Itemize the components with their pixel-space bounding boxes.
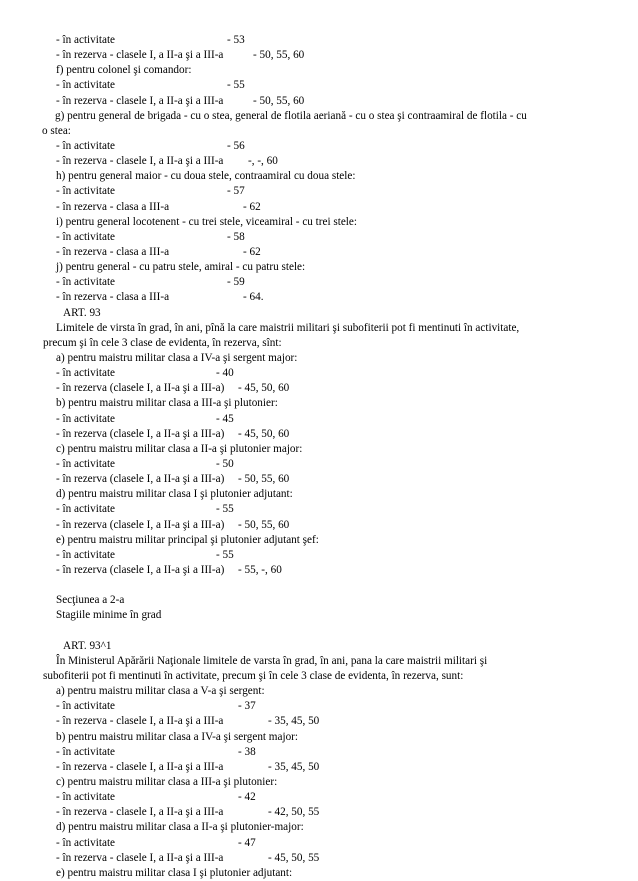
art93-list — [56, 351, 588, 578]
item-value: - 45 — [216, 412, 234, 425]
item-label: b) pentru maistru militar clasa a III-a şi plutonier: — [56, 397, 278, 410]
item-value: - 47 — [238, 836, 256, 849]
list-item — [56, 78, 588, 93]
item-label: - în activitate — [56, 745, 116, 758]
art931-list — [56, 684, 588, 881]
list-item — [56, 745, 588, 760]
art931-title: ART. 93^1 — [63, 639, 112, 652]
item-label: - în rezerva (clasele I, a II-a şi a III-a) — [56, 382, 225, 395]
item-label: b) pentru maistru militar clasa a IV-a şi sergent major: — [56, 730, 299, 743]
item-value: - 50, 55, 60 — [238, 518, 290, 531]
item-label: h) pentru general maior - cu doua stele, contraamiral cu doua stele: — [56, 170, 356, 183]
item-value: - 55, -, 60 — [238, 563, 282, 576]
item-label: - în activitate — [56, 276, 116, 289]
list-item — [56, 230, 588, 245]
item-label: f) pentru colonel şi comandor: — [56, 64, 192, 77]
item-label: - în rezerva - clasa a III-a — [56, 200, 170, 213]
item-label: c) pentru maistru militar clasa a II-a şi plutonier major: — [56, 442, 303, 455]
list-item — [56, 699, 588, 714]
item-label: i) pentru general locotenent - cu trei stele, viceamiral - cu trei stele: — [56, 215, 357, 228]
item-label: - în rezerva (clasele I, a II-a şi a III-a) — [56, 427, 225, 440]
item-value: - 50 — [216, 458, 234, 470]
item-label: - în activitate — [56, 503, 116, 516]
item-value: - 57 — [227, 185, 245, 198]
item-label: - în activitate — [56, 34, 116, 46]
list-item — [56, 563, 588, 578]
item-label: d) pentru maistru militar clasa I şi plutonier adjutant: — [56, 488, 293, 501]
item-value: - 35, 45, 50 — [268, 715, 320, 728]
list-item — [56, 48, 588, 63]
item-value: - 42, 50, 55 — [268, 806, 320, 819]
item-label: - în rezerva - clasa a III-a — [56, 291, 170, 304]
item-label: - în rezerva (clasele I, a II-a şi a III-a) — [56, 518, 225, 531]
list-item — [56, 139, 588, 154]
item-label: - în activitate — [56, 185, 116, 198]
list-item — [56, 518, 588, 533]
item-label: - în activitate — [56, 367, 116, 380]
item-value: -, -, 60 — [248, 155, 278, 168]
item-label: - în rezerva - clasele I, a II-a şi a III-a — [56, 806, 224, 819]
list-item-heading — [56, 63, 588, 78]
item-label: a) pentru maistru militar clasa a V-a şi sergent: — [56, 685, 265, 698]
item-value: - 38 — [238, 745, 256, 758]
list-item — [56, 502, 588, 517]
item-value: - 55 — [216, 548, 234, 561]
list-item-heading — [56, 820, 588, 835]
blank-line — [56, 578, 588, 593]
item-value: - 62 — [243, 200, 261, 213]
list-item-heading — [56, 684, 588, 699]
art931-intro — [43, 654, 588, 684]
section-title: Secţiunea a 2-a — [56, 594, 125, 607]
list-item — [56, 33, 588, 48]
art93-intro-line2: precum şi în cele 3 clase de evidenta, în rezerva, sînt: — [43, 336, 282, 349]
item-label: - în rezerva - clasa a III-a — [56, 246, 170, 258]
item-value: - 37 — [238, 700, 256, 713]
item-value: - 42 — [238, 791, 256, 804]
item-label: - în activitate — [56, 79, 116, 92]
item-label: - în rezerva - clasele I, a II-a şi a III-a — [56, 715, 224, 728]
list-item — [56, 548, 588, 563]
item-label: - în rezerva - clasele I, a II-a şi a III-a — [56, 155, 224, 168]
item-value: - 53 — [227, 34, 245, 46]
list-item-heading — [56, 215, 588, 230]
list-item — [56, 427, 588, 442]
list-item — [56, 851, 588, 866]
item-label: - în activitate — [56, 791, 116, 804]
item-value: - 40 — [216, 367, 234, 380]
paragraph-g-heading — [42, 109, 588, 139]
list-item — [56, 760, 588, 775]
list-item — [56, 366, 588, 381]
item-label: - în activitate — [56, 412, 116, 425]
list-item-heading — [56, 730, 588, 745]
item-label: - în rezerva - clasele I, a II-a şi a III-a — [56, 851, 224, 864]
item-label: - în rezerva - clasele I, a II-a şi a III-a — [56, 49, 224, 62]
item-value: - 55 — [216, 503, 234, 516]
item-label: - în activitate — [56, 836, 116, 849]
item-label: - în activitate — [56, 458, 116, 470]
list-item-heading — [56, 396, 588, 411]
item-value: - 45, 50, 55 — [268, 851, 320, 864]
item-value: - 50, 55, 60 — [253, 94, 305, 107]
art931-intro-line2: subofiterii pot fi mentinuti în activitate, precum şi în cele 3 clase de evidenta, în rezerva, sunt: — [43, 669, 464, 682]
art93-title: ART. 93 — [63, 306, 101, 319]
g-heading-line2: o stea: — [42, 124, 71, 137]
list-item — [56, 714, 588, 729]
section-subtitle: Stagiile minime în grad — [56, 609, 162, 622]
list-item-heading — [56, 487, 588, 502]
list-item — [56, 290, 588, 305]
item-label: j) pentru general - cu patru stele, amiral - cu patru stele: — [56, 261, 306, 274]
blank-line — [56, 624, 588, 639]
list-item — [56, 94, 588, 109]
item-label: - în activitate — [56, 230, 116, 243]
item-label: - în rezerva (clasele I, a II-a şi a III-a) — [56, 473, 225, 486]
list-item — [56, 200, 588, 215]
item-label: - în rezerva - clasele I, a II-a şi a III-a — [56, 760, 224, 773]
list-item — [56, 790, 588, 805]
item-label: - în rezerva - clasele I, a II-a şi a III-a — [56, 94, 224, 107]
list-item — [56, 836, 588, 851]
item-label: - în activitate — [56, 140, 116, 153]
item-label: e) pentru maistru militar clasa I şi plutonier adjutant: — [56, 866, 293, 879]
list-item — [56, 245, 588, 260]
item-label: - în activitate — [56, 700, 116, 713]
item-label: - în rezerva (clasele I, a II-a şi a III-a) — [56, 563, 225, 576]
list-item — [56, 154, 588, 169]
list-item-heading — [56, 169, 588, 184]
item-value: - 55 — [227, 79, 245, 92]
block-grade-limits-generals — [56, 139, 588, 306]
art93-intro — [43, 321, 588, 351]
block-grade-limits-top — [56, 33, 588, 109]
list-item-heading — [56, 260, 588, 275]
item-value: - 56 — [227, 140, 245, 153]
item-label: a) pentru maistru militar clasa a IV-a şi sergent major: — [56, 352, 298, 365]
item-value: - 58 — [227, 230, 245, 243]
list-item — [56, 805, 588, 820]
item-label: d) pentru maistru militar clasa a II-a şi plutonier-major: — [56, 821, 304, 834]
list-item-heading — [56, 442, 588, 457]
list-item — [56, 472, 588, 487]
list-item-heading — [56, 533, 588, 548]
list-item-heading — [56, 775, 588, 790]
item-label: e) pentru maistru militar principal şi plutonier adjutant şef: — [56, 533, 319, 546]
item-value: - 62 — [243, 246, 261, 258]
list-item-heading — [56, 351, 588, 366]
g-heading-line1: g) pentru general de brigada - cu o stea, general de flotila aeriană - cu o stea şi contraamiral de flotila - cu — [55, 109, 527, 122]
list-item — [56, 457, 588, 472]
item-value: - 50, 55, 60 — [253, 49, 305, 62]
list-item — [56, 412, 588, 427]
item-value: - 64. — [243, 291, 264, 304]
item-label: c) pentru maistru militar clasa a III-a şi plutonier: — [56, 775, 278, 788]
document-page — [42, 33, 588, 881]
list-item — [56, 184, 588, 199]
item-value: - 45, 50, 60 — [238, 427, 290, 440]
item-label: - în activitate — [56, 548, 116, 561]
list-item — [56, 275, 588, 290]
item-value: - 59 — [227, 276, 245, 289]
item-value: - 45, 50, 60 — [238, 382, 290, 395]
art93-intro-line1: Limitele de virsta în grad, în ani, pînă la care maistrii militari şi subofiterii pot fi mentinuti în activitate, — [56, 321, 520, 334]
list-item-heading — [56, 866, 588, 881]
item-value: - 35, 45, 50 — [268, 760, 320, 773]
list-item — [56, 381, 588, 396]
item-value: - 50, 55, 60 — [238, 473, 290, 486]
art931-intro-line1: În Ministerul Apărării Naţionale limitele de varsta în grad, în ani, pana la care maistrii militari şi — [56, 654, 488, 667]
